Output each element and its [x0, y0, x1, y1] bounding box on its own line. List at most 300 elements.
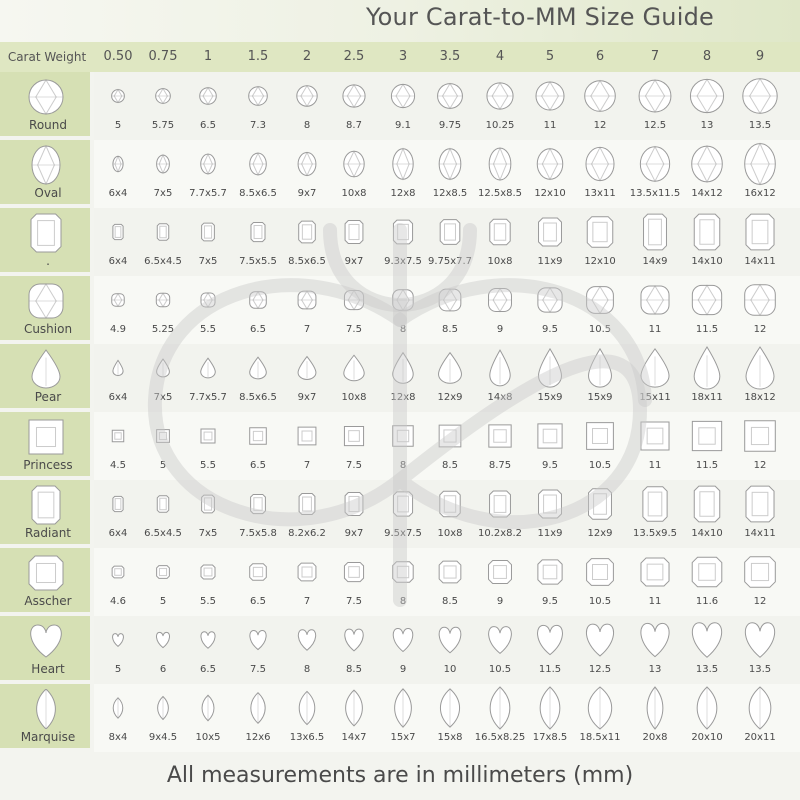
heart-stone [630, 616, 680, 666]
size-label: 13.5x9.5 [632, 528, 678, 539]
size-label: 10 [443, 664, 457, 675]
size-label: 6x4 [108, 528, 128, 539]
shape-name: Cushion [23, 322, 73, 336]
pear-icon-graphic [26, 349, 66, 389]
carat-header-0.50: 0.50 [103, 49, 133, 64]
stone-cell [735, 616, 785, 684]
carat-header-9: 9 [755, 49, 765, 64]
size-label: 9.75 [438, 120, 462, 131]
marquise-stone [378, 684, 428, 734]
heart-stone [735, 616, 785, 666]
marquise-stone [735, 684, 785, 734]
shape-name: Asscher [24, 594, 72, 608]
shape-row-pear [0, 344, 800, 412]
size-label: 6.5 [200, 664, 216, 675]
round-stone [233, 72, 283, 122]
pear-stone [378, 344, 428, 394]
size-label: 12x10 [584, 256, 616, 267]
princess-stone [575, 412, 625, 462]
princess-stone [329, 412, 379, 462]
pear-stone [233, 344, 283, 394]
radiant-stone [425, 480, 475, 530]
size-label: 8.5 [442, 460, 458, 471]
shape-label-cell [0, 276, 90, 344]
asscher-stone [735, 548, 785, 598]
size-label: 8.7 [346, 120, 362, 131]
oval-stone [630, 140, 680, 190]
radiant-icon [26, 485, 64, 525]
pear-stone [475, 344, 525, 394]
emerald-stone [575, 208, 625, 258]
size-label: 6.5 [250, 460, 266, 471]
asscher-stone [282, 548, 332, 598]
princess-stone [525, 412, 575, 462]
round-icon [26, 77, 64, 117]
size-label: 7.3 [250, 120, 266, 131]
size-label: 10.5 [588, 596, 612, 607]
marquise-stone [93, 684, 143, 734]
size-label: 8.75 [488, 460, 512, 471]
emerald-icon [26, 213, 64, 253]
cushion-stone [525, 276, 575, 326]
oval-stone [735, 140, 785, 190]
pear-stone [525, 344, 575, 394]
size-label: 8.5x6.5 [239, 392, 277, 403]
size-label: 6.5 [250, 324, 266, 335]
heart-stone [93, 616, 143, 666]
marquise-stone [630, 684, 680, 734]
shape-label-cell [0, 616, 90, 684]
size-label: 13.5 [748, 664, 772, 675]
heart-stone [282, 616, 332, 666]
size-label: 9.3x7.5 [384, 256, 422, 267]
heart-stone [138, 616, 188, 666]
size-label: 8.2x6.2 [288, 528, 326, 539]
radiant-stone [525, 480, 575, 530]
size-label: 12x8 [390, 392, 416, 403]
stone-cell [735, 72, 785, 140]
size-label: 5.75 [151, 120, 175, 131]
stone-cell [735, 684, 785, 752]
marquise-stone [682, 684, 732, 734]
size-label: 13x6.5 [289, 732, 325, 743]
size-label: 7x5 [198, 528, 218, 539]
emerald-stone [630, 208, 680, 258]
emerald-stone [682, 208, 732, 258]
cushion-icon-graphic [26, 281, 66, 321]
shape-row-radiant [0, 480, 800, 548]
radiant-stone [682, 480, 732, 530]
size-label: 15x9 [537, 392, 563, 403]
radiant-stone [138, 480, 188, 530]
size-label: 7.7x5.7 [189, 188, 227, 199]
size-label: 13 [700, 120, 714, 131]
radiant-stone [93, 480, 143, 530]
size-grid [0, 72, 800, 752]
size-label: 14x9 [642, 256, 668, 267]
carat-header-6: 6 [595, 49, 605, 64]
pear-stone [425, 344, 475, 394]
size-label: 16x12 [744, 188, 776, 199]
stone-cell [735, 548, 785, 616]
size-label: 8x4 [108, 732, 128, 743]
shape-row-princess [0, 412, 800, 480]
size-label: 14x11 [744, 528, 776, 539]
size-label: 6x4 [108, 188, 128, 199]
size-label: 12x8.5 [432, 188, 468, 199]
carat-header-7: 7 [650, 49, 660, 64]
radiant-stone [475, 480, 525, 530]
size-label: 12 [753, 596, 767, 607]
size-label: 10x8 [437, 528, 463, 539]
size-label: 14x10 [691, 256, 723, 267]
heart-stone [183, 616, 233, 666]
carat-header-2.5: 2.5 [343, 49, 365, 64]
size-label: 14x7 [341, 732, 367, 743]
cushion-stone [735, 276, 785, 326]
asscher-stone [425, 548, 475, 598]
shape-name: Pear [34, 390, 62, 404]
marquise-stone [183, 684, 233, 734]
round-stone [630, 72, 680, 122]
princess-stone [682, 412, 732, 462]
title-band [0, 0, 800, 42]
round-stone [425, 72, 475, 122]
size-label: 12x9 [437, 392, 463, 403]
carat-header-1: 1 [203, 49, 213, 64]
marquise-stone [575, 684, 625, 734]
round-stone [378, 72, 428, 122]
cushion-stone [425, 276, 475, 326]
oval-stone [525, 140, 575, 190]
size-label: 12x9 [587, 528, 613, 539]
shape-row-oval [0, 140, 800, 208]
pear-stone [682, 344, 732, 394]
cushion-stone [93, 276, 143, 326]
size-label: 6x4 [108, 256, 128, 267]
radiant-stone [282, 480, 332, 530]
oval-stone [93, 140, 143, 190]
heart-icon-graphic [26, 621, 66, 661]
size-label: 8 [399, 324, 407, 335]
heart-stone [475, 616, 525, 666]
heart-stone [233, 616, 283, 666]
princess-stone [378, 412, 428, 462]
marquise-stone [329, 684, 379, 734]
round-stone [183, 72, 233, 122]
asscher-stone [525, 548, 575, 598]
size-label: 18x12 [744, 392, 776, 403]
size-label: 8 [399, 596, 407, 607]
size-label: 10x8 [341, 188, 367, 199]
size-label: 9 [496, 596, 504, 607]
size-label: 12.5 [588, 664, 612, 675]
princess-stone [282, 412, 332, 462]
radiant-stone [575, 480, 625, 530]
pear-stone [575, 344, 625, 394]
size-label: 9x7 [344, 528, 364, 539]
heart-stone [425, 616, 475, 666]
cushion-stone [630, 276, 680, 326]
princess-icon [26, 417, 64, 457]
marquise-stone [525, 684, 575, 734]
size-label: 5.5 [200, 460, 216, 471]
cushion-stone [329, 276, 379, 326]
cushion-stone [183, 276, 233, 326]
heart-stone [378, 616, 428, 666]
radiant-icon-graphic [26, 485, 66, 525]
size-label: 8.5x6.5 [239, 188, 277, 199]
shape-label-cell [0, 684, 90, 752]
carat-weight-label: Carat Weight [7, 50, 87, 64]
round-stone [93, 72, 143, 122]
stone-cell [735, 480, 785, 548]
size-label: 5 [159, 460, 167, 471]
size-label: 8.5x6.5 [288, 256, 326, 267]
size-label: 7.5x5.8 [239, 528, 277, 539]
shape-row-heart [0, 616, 800, 684]
shape-label-cell [0, 72, 90, 140]
shape-label-cell [0, 480, 90, 548]
size-label: 7x5 [153, 392, 173, 403]
round-stone [682, 72, 732, 122]
size-label: 5.25 [151, 324, 175, 335]
size-label: 17x8.5 [532, 732, 568, 743]
size-label: 6 [159, 664, 167, 675]
round-stone [575, 72, 625, 122]
size-label: 7.5 [346, 460, 362, 471]
emerald-stone [233, 208, 283, 258]
shape-row-asscher [0, 548, 800, 616]
radiant-stone [630, 480, 680, 530]
pear-stone [138, 344, 188, 394]
shape-name: Marquise [20, 730, 76, 744]
shape-row-cushion [0, 276, 800, 344]
size-label: 9.5 [542, 460, 558, 471]
radiant-stone [329, 480, 379, 530]
cushion-stone [233, 276, 283, 326]
round-stone [475, 72, 525, 122]
size-label: 15x11 [639, 392, 671, 403]
size-label: 9x7 [297, 392, 317, 403]
asscher-stone [329, 548, 379, 598]
asscher-stone [183, 548, 233, 598]
size-label: 14x10 [691, 528, 723, 539]
size-label: 16.5x8.25 [474, 732, 526, 743]
size-label: 9.5 [542, 596, 558, 607]
emerald-icon-graphic [26, 213, 66, 253]
size-label: 5 [114, 664, 122, 675]
emerald-stone [282, 208, 332, 258]
princess-stone [233, 412, 283, 462]
size-label: 12 [753, 460, 767, 471]
stone-cell [735, 276, 785, 344]
asscher-icon-graphic [26, 553, 66, 593]
princess-stone [735, 412, 785, 462]
princess-stone [425, 412, 475, 462]
stone-cell [735, 412, 785, 480]
pear-icon [26, 349, 64, 389]
princess-stone [475, 412, 525, 462]
emerald-stone [183, 208, 233, 258]
shape-row-round [0, 72, 800, 140]
size-label: 14x11 [744, 256, 776, 267]
size-label: 5.5 [200, 324, 216, 335]
pear-stone [93, 344, 143, 394]
cushion-stone [682, 276, 732, 326]
cushion-stone [475, 276, 525, 326]
asscher-stone [233, 548, 283, 598]
size-label: 11 [648, 596, 662, 607]
size-label: 14x12 [691, 188, 723, 199]
round-stone [282, 72, 332, 122]
size-label: 11.6 [695, 596, 719, 607]
stone-cell [735, 208, 785, 276]
size-label: 13.5 [748, 120, 772, 131]
size-label: 15x9 [587, 392, 613, 403]
size-label: 5.5 [200, 596, 216, 607]
marquise-stone [233, 684, 283, 734]
size-label: 11 [648, 324, 662, 335]
size-label: 6.5 [250, 596, 266, 607]
size-label: 8.5 [442, 596, 458, 607]
asscher-stone [475, 548, 525, 598]
shape-label-cell [0, 208, 90, 276]
size-label: 9.5 [542, 324, 558, 335]
size-label: 8 [303, 120, 311, 131]
carat-header-row [0, 42, 800, 72]
asscher-stone [138, 548, 188, 598]
size-label: 10.2x8.2 [477, 528, 523, 539]
asscher-stone [93, 548, 143, 598]
marquise-stone [282, 684, 332, 734]
cushion-stone [378, 276, 428, 326]
oval-stone [329, 140, 379, 190]
oval-icon-graphic [26, 145, 66, 185]
size-label: 6.5x4.5 [144, 256, 182, 267]
stone-cell [735, 140, 785, 208]
shape-row-marquise [0, 684, 800, 752]
asscher-stone [630, 548, 680, 598]
size-label: 11.5 [695, 324, 719, 335]
size-label: 18x11 [691, 392, 723, 403]
oval-icon [26, 145, 64, 185]
size-label: 10.5 [588, 324, 612, 335]
size-label: 11.5 [695, 460, 719, 471]
carat-header-3.5: 3.5 [439, 49, 461, 64]
princess-stone [138, 412, 188, 462]
size-label: 10.25 [485, 120, 515, 131]
radiant-stone [233, 480, 283, 530]
cushion-stone [138, 276, 188, 326]
size-label: 7 [303, 460, 311, 471]
size-label: 20x11 [744, 732, 776, 743]
shape-name: Princess [23, 458, 73, 472]
size-label: 5 [159, 596, 167, 607]
shape-name: . [46, 254, 50, 268]
round-stone [138, 72, 188, 122]
emerald-stone [93, 208, 143, 258]
size-label: 7.5 [346, 596, 362, 607]
asscher-icon [26, 553, 64, 593]
size-label: 7 [303, 596, 311, 607]
size-label: 9.75x7.7 [427, 256, 473, 267]
pear-stone [735, 344, 785, 394]
size-label: 11x9 [537, 528, 563, 539]
size-label: 4.6 [110, 596, 126, 607]
size-label: 12 [593, 120, 607, 131]
size-label: 7x5 [153, 188, 173, 199]
size-label: 13 [648, 664, 662, 675]
round-icon-graphic [26, 77, 66, 117]
size-label: 10x5 [195, 732, 221, 743]
marquise-stone [475, 684, 525, 734]
size-label: 9x7 [297, 188, 317, 199]
pear-stone [329, 344, 379, 394]
size-label: 7.7x5.7 [189, 392, 227, 403]
heart-stone [682, 616, 732, 666]
size-label: 6.5x4.5 [144, 528, 182, 539]
heart-stone [525, 616, 575, 666]
size-label: 8.5 [442, 324, 458, 335]
size-label: 9 [496, 324, 504, 335]
round-stone [525, 72, 575, 122]
radiant-stone [378, 480, 428, 530]
asscher-stone [682, 548, 732, 598]
princess-stone [630, 412, 680, 462]
oval-stone [183, 140, 233, 190]
size-label: 10.5 [488, 664, 512, 675]
shape-name: Heart [31, 662, 65, 676]
carat-header-3: 3 [398, 49, 408, 64]
size-label: 14x8 [487, 392, 513, 403]
size-label: 12x6 [245, 732, 271, 743]
size-label: 12x10 [534, 188, 566, 199]
oval-stone [682, 140, 732, 190]
size-label: 20x8 [642, 732, 668, 743]
round-stone [735, 72, 785, 122]
size-label: 10x8 [341, 392, 367, 403]
emerald-stone [735, 208, 785, 258]
size-label: 6.5 [200, 120, 216, 131]
asscher-stone [378, 548, 428, 598]
size-label: 7x5 [198, 256, 218, 267]
shape-name: Round [29, 118, 67, 132]
size-label: 13x11 [584, 188, 616, 199]
shape-label-cell [0, 412, 90, 480]
emerald-stone [525, 208, 575, 258]
size-label: 11.5 [538, 664, 562, 675]
heart-stone [575, 616, 625, 666]
size-label: 11 [543, 120, 557, 131]
princess-stone [183, 412, 233, 462]
oval-stone [575, 140, 625, 190]
size-label: 8 [303, 664, 311, 675]
page-title: Your Carat-to-MM Size Guide [366, 3, 714, 31]
heart-icon [26, 621, 64, 661]
radiant-stone [183, 480, 233, 530]
stone-cell [735, 344, 785, 412]
size-label: 5 [114, 120, 122, 131]
size-label: 4.9 [110, 324, 126, 335]
size-label: 15x8 [437, 732, 463, 743]
size-label: 6x4 [108, 392, 128, 403]
cushion-icon [26, 281, 64, 321]
marquise-icon [26, 689, 64, 729]
emerald-stone [378, 208, 428, 258]
size-label: 18.5x11 [579, 732, 621, 743]
size-label: 9x4.5 [148, 732, 178, 743]
